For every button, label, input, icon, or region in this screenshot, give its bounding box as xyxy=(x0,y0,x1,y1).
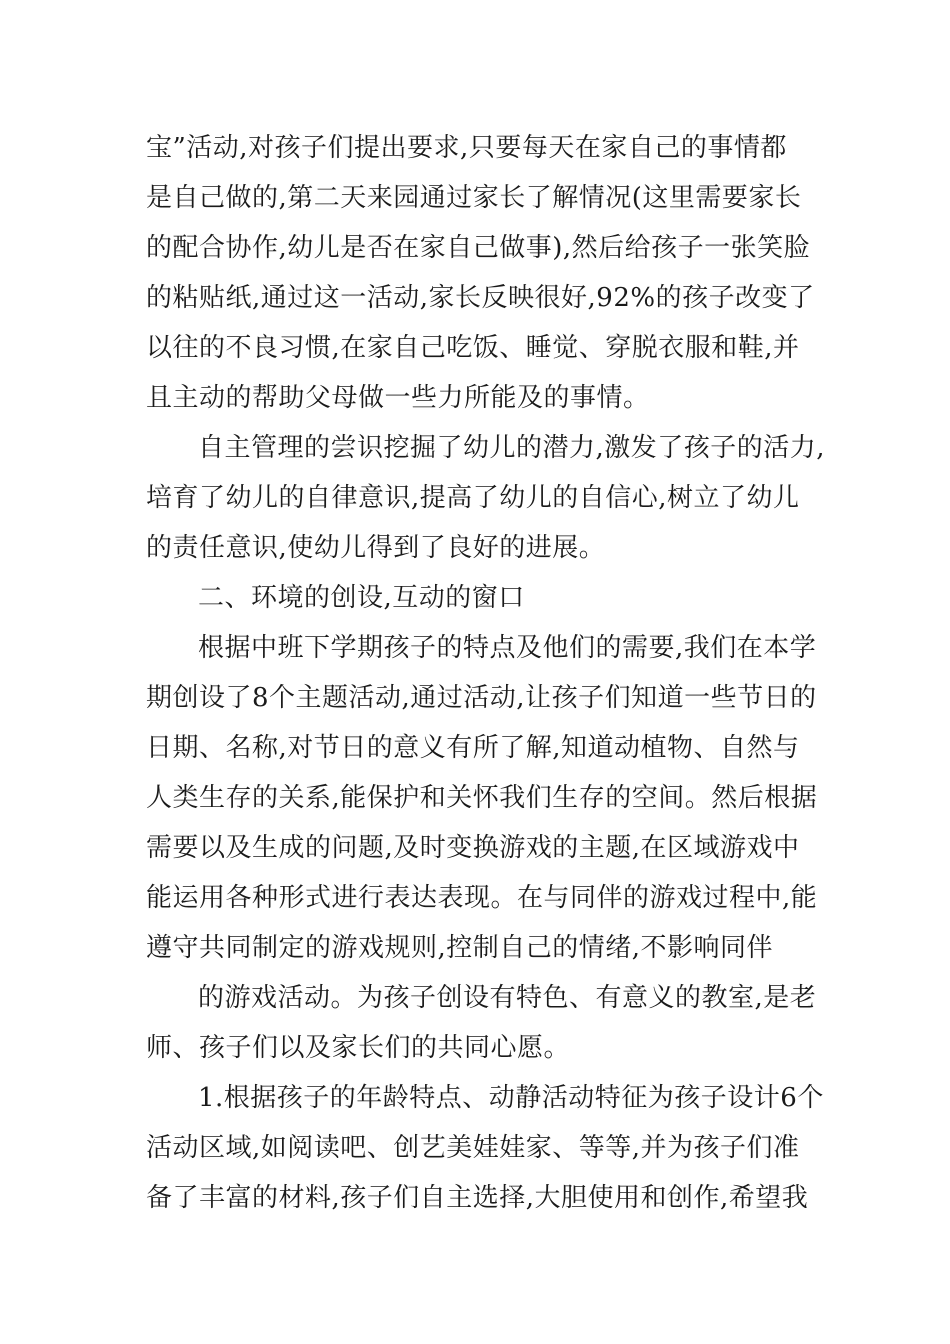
text-line: 备了丰富的材料,孩子们自主选择,大胆使用和创作,希望我 xyxy=(146,1183,809,1213)
text-line: 的配合协作,幼儿是否在家自己做事),然后给孩子一张笑脸 xyxy=(146,233,811,263)
paragraph-first-line: 根据中班下学期孩子的特点及他们的需要,我们在本学 xyxy=(198,633,817,663)
paragraph-first-line: 自主管理的尝识挖掘了幼儿的潜力,激发了孩子的活力, xyxy=(198,433,826,463)
text-line: 且主动的帮助父母做一些力所能及的事情。 xyxy=(146,383,650,413)
text-line: 宝”活动,对孩子们提出要求,只要每天在家自己的事情都 xyxy=(146,133,787,163)
text-line: 以往的不良习惯,在家自己吃饭、睡觉、穿脱衣服和鞋,并 xyxy=(146,333,800,363)
list-item-first-line: 1.根据孩子的年龄特点、动静活动特征为孩子设计6个 xyxy=(198,1083,824,1113)
section-heading: 二、环境的创设,互动的窗口 xyxy=(198,583,525,613)
text-line: 培育了幼儿的自律意识,提高了幼儿的自信心,树立了幼儿 xyxy=(146,483,800,513)
text-line: 能运用各种形式进行表达表现。在与同伴的游戏过程中,能 xyxy=(146,883,818,913)
text-line: 日期、名称,对节日的意义有所了解,知道动植物、自然与 xyxy=(146,733,800,763)
text-line: 师、孩子们以及家长们的共同心愿。 xyxy=(146,1033,571,1063)
text-line: 需要以及生成的问题,及时变换游戏的主题,在区域游戏中 xyxy=(146,833,800,863)
text-line: 的粘贴纸,通过这一活动,家长反映很好,92%的孩子改变了 xyxy=(146,283,815,313)
text-line: 的责任意识,使幼儿得到了良好的进展。 xyxy=(146,533,606,563)
text-line: 活动区域,如阅读吧、创艺美娃娃家、等等,并为孩子们准 xyxy=(146,1133,800,1163)
text-line: 人类生存的关系,能保护和关怀我们生存的空间。然后根据 xyxy=(146,783,818,813)
text-line: 是自己做的,第二天来园通过家长了解情况(这里需要家长 xyxy=(146,183,802,213)
text-line: 遵守共同制定的游戏规则,控制自己的情绪,不影响同伴 xyxy=(146,933,774,963)
text-line: 期创设了8个主题活动,通过活动,让孩子们知道一些节日的 xyxy=(146,683,817,713)
paragraph-first-line: 的游戏活动。为孩子创设有特色、有意义的教室,是老 xyxy=(198,983,817,1013)
